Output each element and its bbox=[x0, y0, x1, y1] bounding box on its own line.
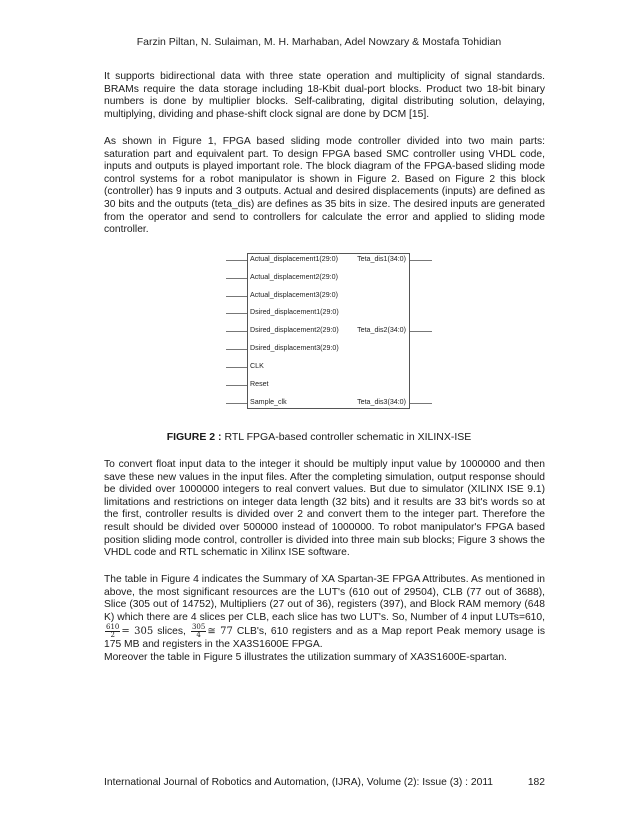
fraction-610-over-2 bbox=[105, 624, 120, 639]
input-pin-actual-displacement3: Actual_displacement3(29:0) bbox=[250, 291, 338, 299]
figure-caption-text: RTL FPGA-based controller schematic in XILINX-ISE bbox=[221, 431, 472, 443]
page-number: 182 bbox=[527, 777, 545, 788]
input-pin-sample-clk: Sample_clk bbox=[250, 398, 287, 406]
paragraph-4-text-c: slices, bbox=[157, 626, 186, 638]
output-wire bbox=[410, 403, 432, 404]
output-pin-teta-dis2: Teta_dis2(34:0) bbox=[357, 326, 406, 334]
output-wire bbox=[410, 260, 432, 261]
input-wire bbox=[226, 349, 247, 350]
fraction-305-over-4 bbox=[191, 624, 206, 639]
input-pin-clk: CLK bbox=[250, 362, 264, 370]
input-wire bbox=[226, 313, 247, 314]
output-wire bbox=[410, 331, 432, 332]
input-pin-dsired-displacement2: Dsired_displacement2(29:0) bbox=[250, 326, 339, 334]
paragraph-1: It supports bidirectional data with three state operation and multiplicity of signal standards. BRAMs require the data storage including 18-Kbit dual-port blocks. Product two 18-bit binary numbers is done by multiplier blocks. Self-calibrating, digital distributing solution, delaying, multiplying, dividing and phase-shift clock signal are done by DCM [15]. bbox=[104, 71, 545, 120]
input-wire bbox=[226, 296, 247, 297]
fraction-numerator: 305 bbox=[191, 623, 206, 632]
input-pin-actual-displacement2: Actual_displacement2(29:0) bbox=[250, 273, 338, 281]
paragraph-4-text-a: The table in Figure 4 indicates the Summary of XA Spartan-3E FPGA Attributes. As mentioned in above, the most significant resources are the LUT's (610 out of 29504), CLB (77 out of 3688), Slice (305 out of 14752), Multipliers (27 out of 36), registers (397), and Block RAM memory (648 K) which there are 4 slices per CLB, each slice has two LUT's. So, Number of 4 input LUTs=610, bbox=[104, 574, 545, 623]
math-equals-305: = 305 bbox=[121, 626, 154, 638]
input-wire bbox=[226, 403, 247, 404]
input-pin-reset: Reset bbox=[250, 380, 269, 388]
fraction-numerator: 610 bbox=[106, 623, 120, 632]
output-pin-teta-dis3: Teta_dis3(34:0) bbox=[357, 398, 406, 406]
input-wire bbox=[226, 260, 247, 261]
input-pin-dsired-displacement1: Dsired_displacement1(29:0) bbox=[250, 308, 339, 316]
output-pin-teta-dis1: Teta_dis1(34:0) bbox=[357, 255, 406, 263]
fraction-denominator: 2 bbox=[110, 631, 115, 640]
input-wire bbox=[226, 367, 247, 368]
running-header: Farzin Piltan, N. Sulaiman, M. H. Marhaban, Adel Nowzary & Mostafa Tohidian bbox=[136, 36, 502, 48]
fraction-denominator: 4 bbox=[196, 631, 201, 640]
input-wire bbox=[226, 331, 247, 332]
rtl-schematic bbox=[226, 251, 432, 411]
page-footer bbox=[104, 777, 545, 788]
figure-label: FIGURE 2 : bbox=[166, 431, 222, 443]
input-pin-actual-displacement1: Actual_displacement1(29:0) bbox=[250, 255, 338, 263]
paragraph-2: As shown in Figure 1, FPGA based sliding mode controller divided into two main parts: saturation part and equivalent part. To design FPGA based SMC controller using VHDL code, inputs and outputs is played important role. The block diagram of the FPGA-based sliding mode control systems for a robot manipulator is shown in Figure 2. Based on Figure 2 this block (controller) has 9 inputs and 3 outputs. Actual and desired displacements (inputs) are defined as 30 bits and the outputs (teta_dis) are defines as 35 bits in size. The desired inputs are generated from the operator and send to controllers for calculate the error and applied to sliding mode controller. bbox=[104, 136, 545, 236]
paragraph-5: Moreover the table in Figure 5 illustrates the utilization summary of XA3S1600E-spartan. bbox=[104, 651, 507, 663]
paragraph-3: To convert float input data to the integer it should be multiply input value by 1000000 and then save these new values in the input files. After the completing simulation, output response should be divided over 1000000 integers to real convert values. But due to simulator (XILINX ISE 9.1) limitations and restrictions on integer data length (32 bits) and it results are 33 bit's words so at the first, controller results is divided over 2 and convert them to the integer part. Therefore the result should be divided over 500000 instead of 1000000. To robot manipulator's FPGA based position sliding mode control, controller is divided into three main sub blocks; Figure 3 shows the VHDL code and RTL schematic in Xilinx ISE software. bbox=[104, 459, 545, 559]
footer-journal: International Journal of Robotics and Automation, (IJRA), Volume (2): Issue (3) : 2011 bbox=[104, 777, 494, 788]
math-approx-77: ≅ 77 bbox=[207, 626, 233, 638]
input-wire bbox=[226, 278, 247, 279]
paragraph-4-text-e: CLB's, 610 registers and as a Map report Peak memory usage is 175 MB and registers in the XA3S1600E FPGA. bbox=[104, 626, 545, 651]
input-pin-dsired-displacement3: Dsired_displacement3(29:0) bbox=[250, 344, 339, 352]
figure-caption bbox=[0, 431, 638, 443]
paragraph-4 bbox=[104, 574, 545, 665]
input-wire bbox=[226, 385, 247, 386]
